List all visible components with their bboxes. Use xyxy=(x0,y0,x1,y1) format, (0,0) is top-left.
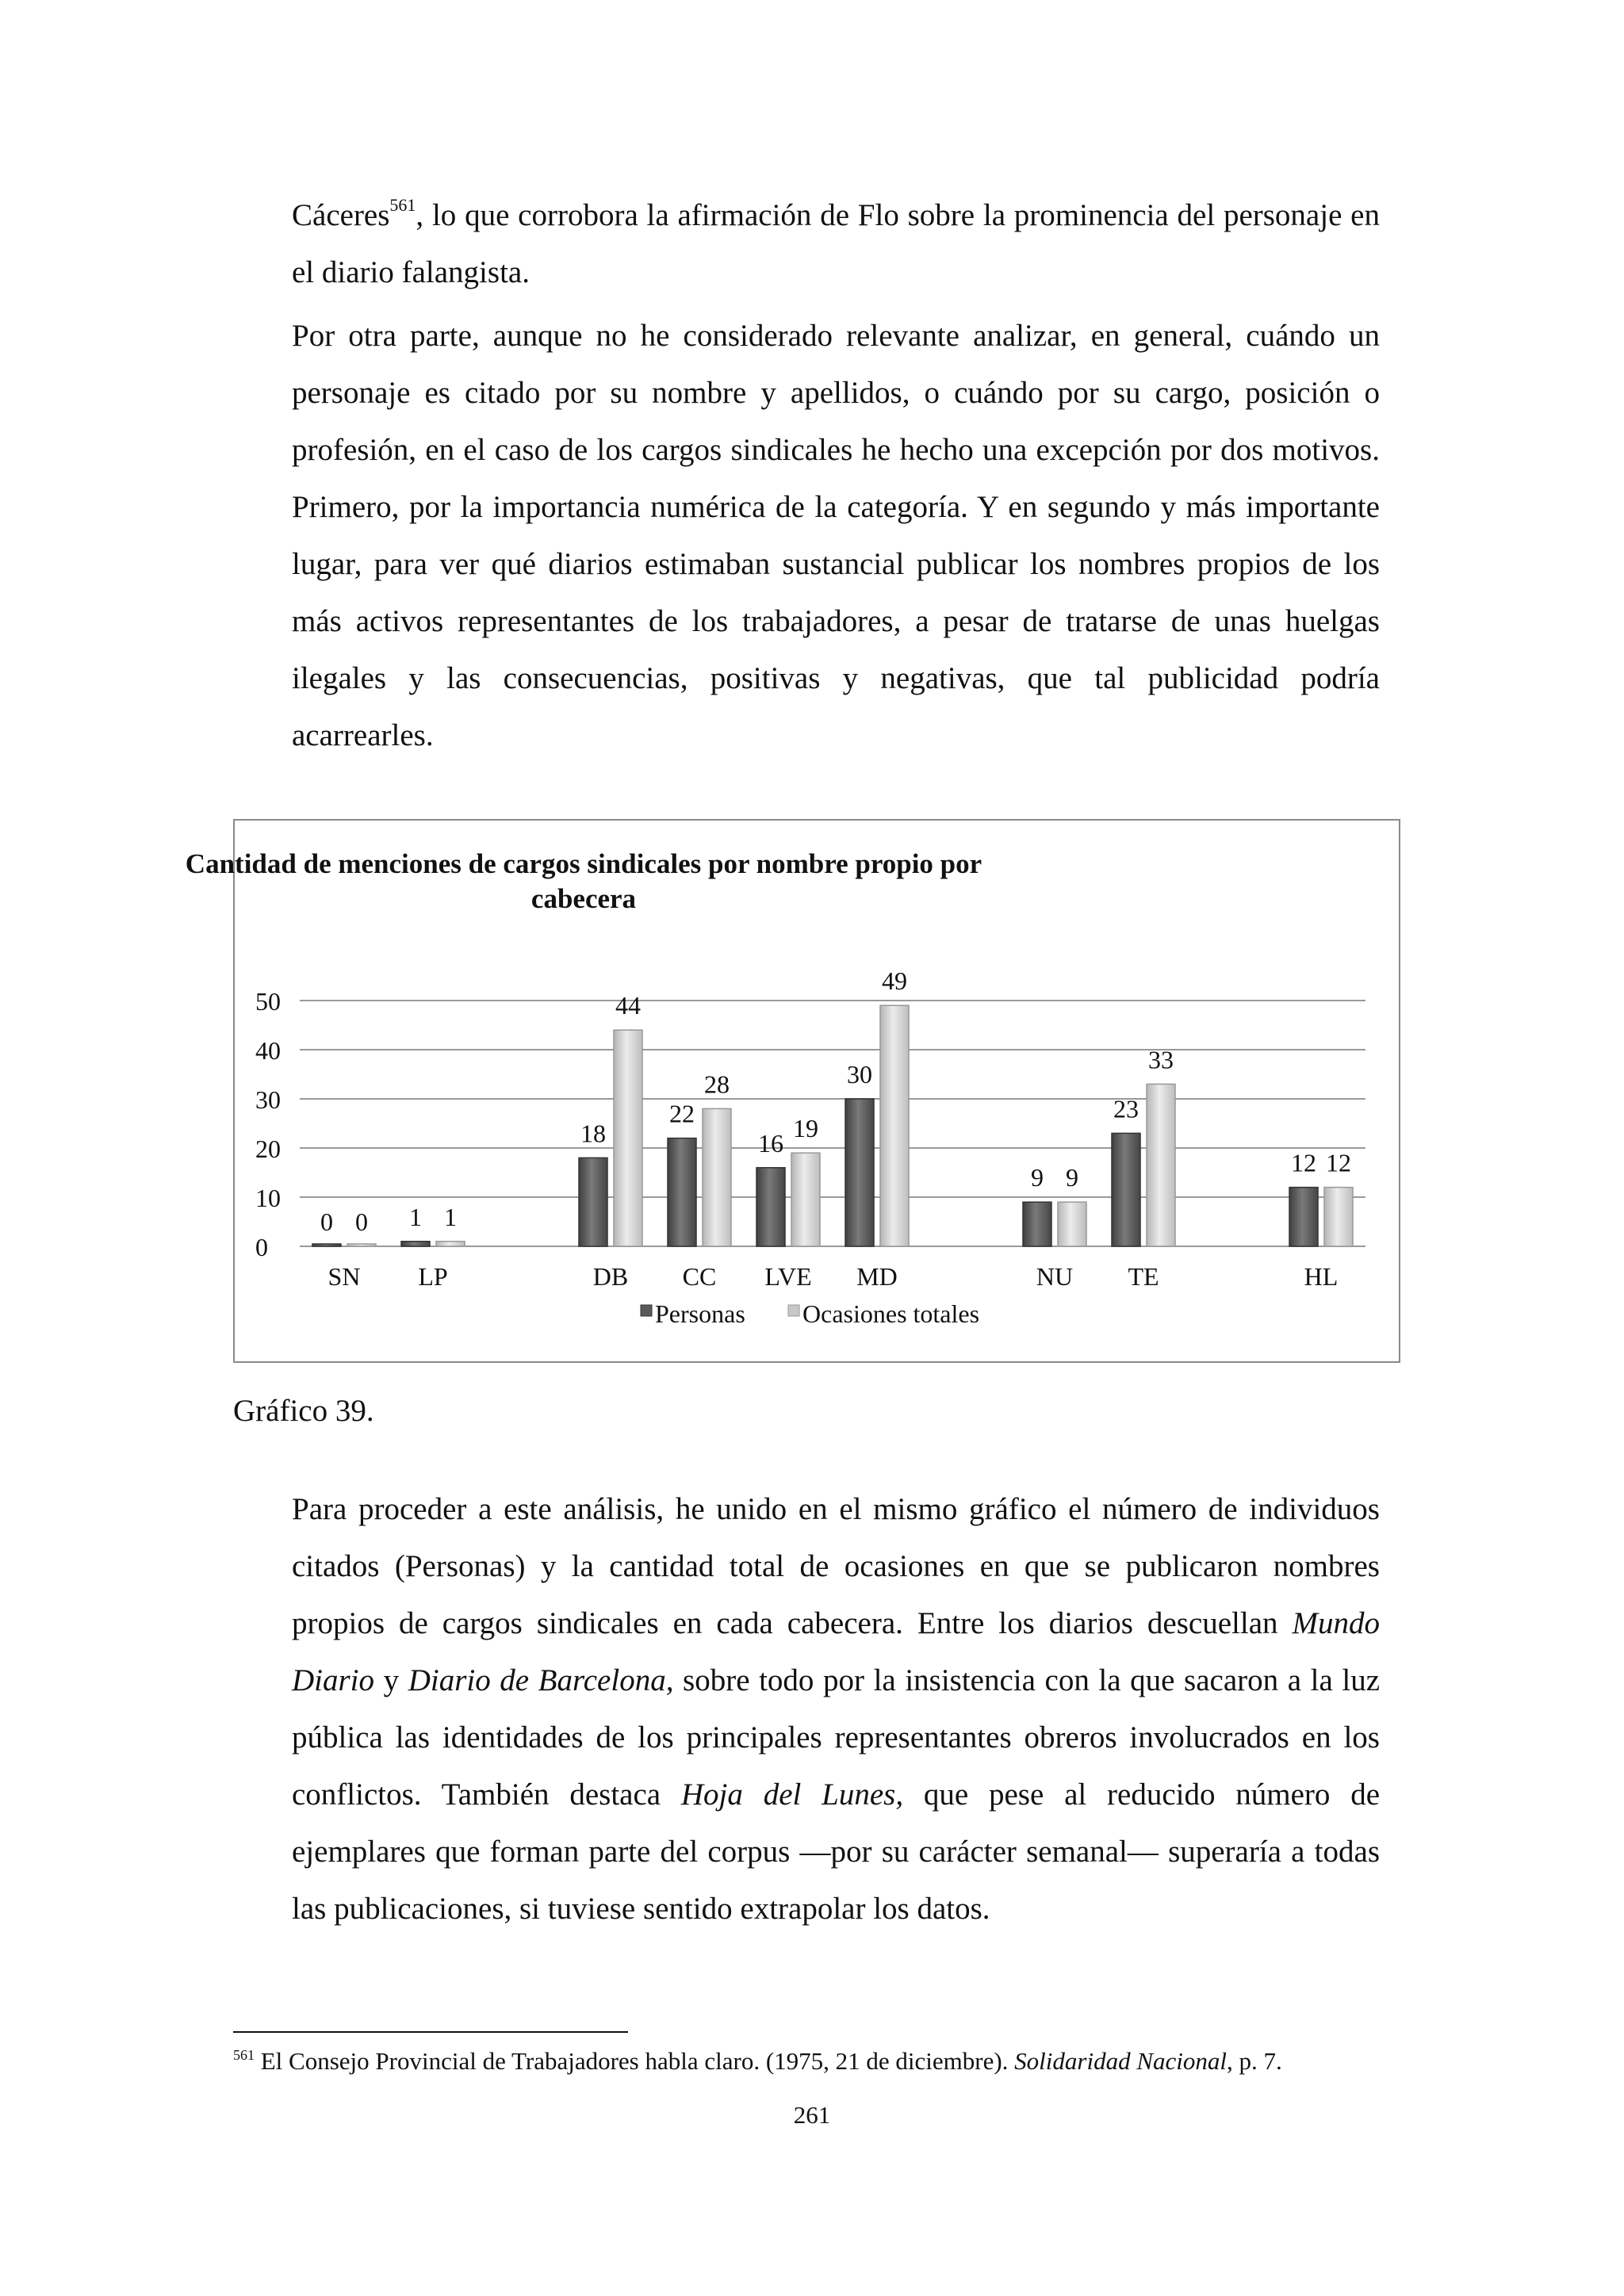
bar-personas-hl xyxy=(1289,1188,1318,1246)
footnote-561 xyxy=(233,2045,1385,2077)
page-number: 261 xyxy=(793,2101,831,2129)
paragraph-3-part-c: sobre todo por la insistencia con la que sacaron a la luz pública las identidades de los principales representantes obreros involucrados en los conflictos. También destaca xyxy=(292,1663,1381,1812)
data-label-personas-lve: 16 xyxy=(758,1128,783,1158)
x-tick-label-cc: CC xyxy=(682,1262,717,1291)
legend-label-personas: Personas xyxy=(655,1299,745,1328)
x-tick-label-sn: SN xyxy=(327,1262,361,1291)
y-tick-label-20: 20 xyxy=(255,1135,281,1163)
data-label-ocasiones-totales-db: 44 xyxy=(615,991,641,1020)
data-label-ocasiones-totales-nu: 9 xyxy=(1066,1163,1078,1192)
y-tick-label-40: 40 xyxy=(255,1036,281,1065)
bar-personas-md xyxy=(845,1099,874,1246)
legend-label-ocasiones-totales: Ocasiones totales xyxy=(802,1299,980,1328)
title-mundo-diario: Mundo Diario xyxy=(292,1606,1380,1697)
footnote-number: 561 xyxy=(233,2047,255,2063)
paragraph-3-part-b: y xyxy=(374,1663,408,1697)
footnote-separator xyxy=(233,2031,628,2033)
bar-ocasiones-totales-sn xyxy=(347,1244,376,1246)
y-tick-label-10: 10 xyxy=(255,1184,281,1212)
footnote-text-a: El Consejo Provincial de Trabajadores habla claro. (1975, 21 de diciembre). xyxy=(255,2047,1015,2075)
paragraph-1-start: Cáceres xyxy=(292,198,390,232)
title-hoja-del-lunes: Hoja del Lunes, xyxy=(680,1777,904,1812)
data-label-personas-db: 18 xyxy=(580,1119,606,1148)
x-tick-label-nu: NU xyxy=(1036,1262,1074,1291)
figure-caption: Gráfico 39. xyxy=(233,1394,374,1428)
paragraph-3-part-a: Para proceder a este análisis, he unido en el mismo gráfico el número de individuos citados (Personas) y la cantidad total de ocasiones en que se publicaron nombres propios de cargos sindicales en cada cabecera. Entre los diarios descuellan xyxy=(292,1492,1380,1640)
y-tick-label-30: 30 xyxy=(255,1085,281,1114)
bar-personas-nu xyxy=(1023,1202,1051,1246)
paragraph-3 xyxy=(292,1481,1380,1938)
bar-ocasiones-totales-te xyxy=(1147,1084,1175,1246)
x-tick-label-md: MD xyxy=(856,1262,898,1291)
paragraph-2: Por otra parte, aunque no he considerado relevante analizar, en general, cuándo un personaje es citado por su nombre y apellidos, o cuándo por su cargo, posición o profesión, en el caso de los cargos sindicales he hecho una excepción por dos motivos. Primero, por la importancia numérica de la categoría. Y en segundo y más importante lugar, para ver qué diarios estimaban sustancial publicar los nombres propios de los más activos representantes de los trabajadores, a pesar de tratarse de unas huelgas ilegales y las consecuencias, positivas y negativas, que tal publicidad podría acarrearles. xyxy=(292,319,1380,752)
footnote-text-b: , p. 7. xyxy=(1227,2047,1282,2075)
bar-personas-sn xyxy=(312,1244,341,1246)
data-label-ocasiones-totales-te: 33 xyxy=(1148,1045,1174,1074)
bar-personas-cc xyxy=(668,1138,696,1246)
bar-ocasiones-totales-lp xyxy=(436,1242,465,1246)
paragraph-1-end: , lo que corrobora la afirmación de Flo sobre la prominencia del personaje en el diario falangista. xyxy=(292,198,1380,289)
data-label-personas-te: 23 xyxy=(1113,1094,1139,1123)
bar-ocasiones-totales-md xyxy=(880,1005,909,1246)
x-tick-label-te: TE xyxy=(1128,1262,1159,1291)
y-tick-label-50: 50 xyxy=(255,987,281,1016)
data-label-personas-lp: 1 xyxy=(409,1202,422,1231)
y-tick-label-0: 0 xyxy=(255,1233,268,1261)
bar-ocasiones-totales-db xyxy=(614,1030,642,1246)
bar-personas-lve xyxy=(756,1168,785,1246)
footnote-ref-561[interactable]: 561 xyxy=(389,195,416,215)
data-label-ocasiones-totales-lp: 1 xyxy=(444,1202,457,1231)
paragraph-3-part-d: que pese al reducido número de ejemplares que forman parte del corpus —por su carácter semanal— superaría a todas las publicaciones, si tuviese sentido extrapolar los datos. xyxy=(292,1777,1381,1926)
chart-title-line-2: cabecera xyxy=(530,883,637,914)
legend-swatch-personas xyxy=(641,1305,652,1316)
data-label-ocasiones-totales-md: 49 xyxy=(882,966,907,996)
x-tick-label-db: DB xyxy=(592,1262,629,1291)
bar-ocasiones-totales-hl xyxy=(1324,1188,1353,1246)
data-label-ocasiones-totales-hl: 12 xyxy=(1326,1148,1351,1177)
data-label-personas-md: 30 xyxy=(847,1060,872,1089)
data-label-personas-hl: 12 xyxy=(1291,1148,1316,1177)
bar-ocasiones-totales-lve xyxy=(791,1153,820,1246)
x-tick-label-lp: LP xyxy=(418,1262,448,1291)
x-tick-label-hl: HL xyxy=(1304,1262,1339,1291)
data-label-ocasiones-totales-lve: 19 xyxy=(793,1114,818,1143)
data-label-personas-cc: 22 xyxy=(669,1099,695,1128)
title-diario-de-barcelona: Diario de Barcelona, xyxy=(408,1663,674,1697)
bar-personas-te xyxy=(1112,1133,1140,1246)
data-label-personas-nu: 9 xyxy=(1031,1163,1044,1192)
chart-title-line-1: Cantidad de menciones de cargos sindicales por nombre propio por xyxy=(185,848,982,879)
bar-ocasiones-totales-cc xyxy=(703,1108,731,1246)
bar-personas-db xyxy=(579,1158,607,1246)
bar-ocasiones-totales-nu xyxy=(1058,1202,1086,1246)
bar-personas-lp xyxy=(401,1242,430,1246)
footnote-source: Solidaridad Nacional xyxy=(1014,2047,1227,2075)
legend-swatch-ocasiones-totales xyxy=(788,1305,799,1316)
data-label-ocasiones-totales-sn: 0 xyxy=(355,1207,368,1236)
data-label-ocasiones-totales-cc: 28 xyxy=(704,1070,730,1099)
data-label-personas-sn: 0 xyxy=(320,1207,333,1236)
x-tick-label-lve: LVE xyxy=(764,1262,812,1291)
